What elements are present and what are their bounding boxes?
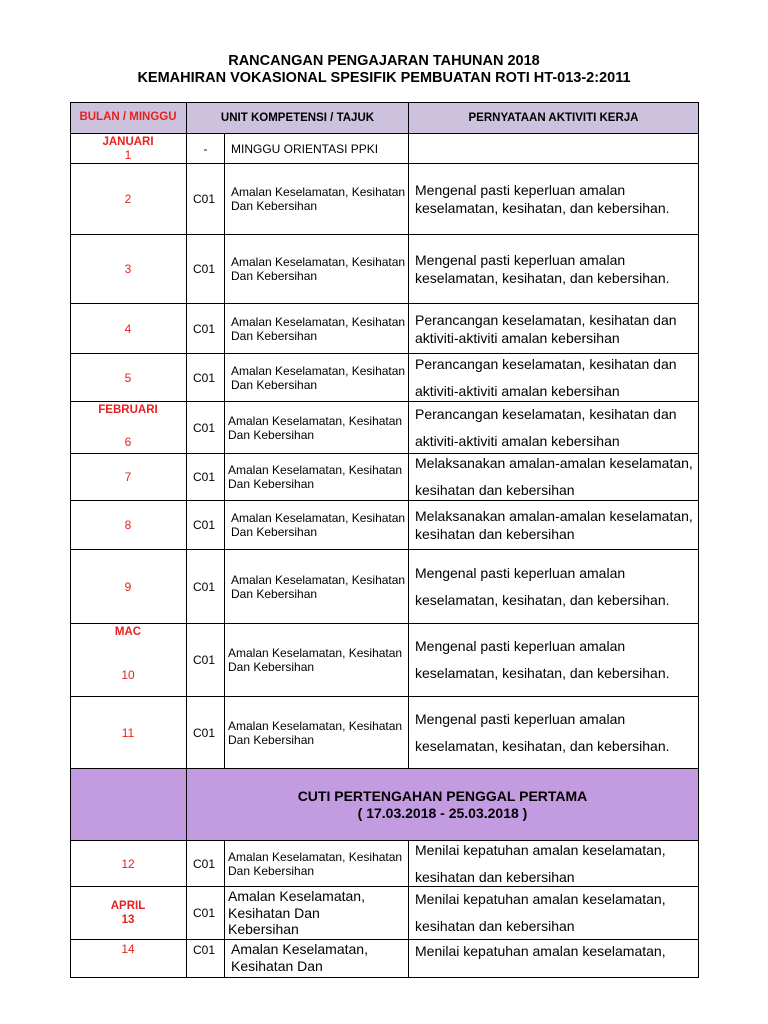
week-number: 7 bbox=[124, 470, 132, 484]
activity-statement: Menilai kepatuhan amalan keselamatan, bbox=[409, 940, 699, 978]
week-number: 14 bbox=[121, 942, 135, 956]
week-cell bbox=[70, 550, 187, 624]
activity-statement: Menilai kepatuhan amalan keselamatan, kesihatan dan kebersihan bbox=[409, 841, 699, 887]
week-cell bbox=[70, 134, 187, 164]
unit-title: Amalan Keselamatan, Kesihatan Dan Kebersihan bbox=[225, 454, 409, 501]
month-label: FEBRUARI bbox=[98, 404, 158, 416]
unit-title: Amalan Keselamatan, Kesihatan Dan Kebersihan bbox=[225, 624, 409, 697]
week-number: 12 bbox=[121, 856, 135, 871]
week-number: 9 bbox=[124, 579, 132, 594]
unit-title: Amalan Keselamatan, Kesihatan Dan Kebersihan bbox=[225, 887, 409, 940]
unit-code: C01 bbox=[187, 304, 225, 354]
week-cell bbox=[70, 887, 187, 940]
unit-code: C01 bbox=[187, 454, 225, 501]
header-week: BULAN / MINGGU bbox=[70, 102, 187, 134]
week-number: 10 bbox=[121, 668, 135, 682]
unit-title: Amalan Keselamatan, Kesihatan Dan Kebersihan bbox=[225, 501, 409, 550]
unit-title: Amalan Keselamatan, Kesihatan Dan Kebersihan bbox=[225, 164, 409, 235]
activity-statement: Mengenal pasti keperluan amalan keselamatan, kesihatan, dan kebersihan. bbox=[409, 550, 699, 624]
activity-statement: Perancangan keselamatan, kesihatan dan aktiviti-aktiviti amalan kebersihan bbox=[409, 354, 699, 402]
unit-code: C01 bbox=[187, 624, 225, 697]
unit-title: MINGGU ORIENTASI PPKI bbox=[225, 134, 409, 164]
activity-statement: Mengenal pasti keperluan amalan keselamatan, kesihatan, dan kebersihan. bbox=[409, 624, 699, 697]
week-cell bbox=[70, 304, 187, 354]
week-cell bbox=[70, 697, 187, 769]
unit-code: C01 bbox=[187, 940, 225, 978]
unit-code: C01 bbox=[187, 887, 225, 940]
unit-title: Amalan Keselamatan, Kesihatan Dan Kebersihan bbox=[225, 550, 409, 624]
unit-code: C01 bbox=[187, 354, 225, 402]
unit-code: C01 bbox=[187, 402, 225, 454]
week-cell bbox=[70, 624, 187, 697]
unit-title: Amalan Keselamatan, Kesihatan Dan Kebersihan bbox=[225, 841, 409, 887]
month-label: APRIL bbox=[110, 900, 146, 912]
break-dates: ( 17.03.2018 - 25.03.2018 ) bbox=[357, 804, 528, 821]
unit-code: C01 bbox=[187, 501, 225, 550]
activity-statement bbox=[409, 134, 699, 164]
break-band-left bbox=[70, 769, 187, 841]
break-band bbox=[187, 769, 699, 841]
week-cell bbox=[70, 164, 187, 235]
activity-statement: Menilai kepatuhan amalan keselamatan, kesihatan dan kebersihan bbox=[409, 887, 699, 940]
week-cell bbox=[70, 940, 187, 978]
activity-statement: Melaksanakan amalan-amalan keselamatan, kesihatan dan kebersihan bbox=[409, 454, 699, 501]
week-cell bbox=[70, 501, 187, 550]
activity-statement: Mengenal pasti keperluan amalan keselamatan, kesihatan, dan kebersihan. bbox=[409, 697, 699, 769]
unit-title: Amalan Keselamatan, Kesihatan Dan Kebersihan bbox=[225, 402, 409, 454]
unit-title: Amalan Keselamatan, Kesihatan Dan Kebersihan bbox=[225, 304, 409, 354]
week-number: 11 bbox=[121, 725, 135, 740]
unit-title: Amalan Keselamatan, Kesihatan Dan Kebersihan bbox=[225, 235, 409, 304]
title-line-2: KEMAHIRAN VOKASIONAL SPESIFIK PEMBUATAN ROTI HT-013-2:2011 bbox=[137, 70, 631, 86]
activity-statement: Mengenal pasti keperluan amalan keselamatan, kesihatan, dan kebersihan. bbox=[409, 164, 699, 235]
week-number: 13 bbox=[121, 914, 135, 926]
activity-statement: Melaksanakan amalan-amalan keselamatan, kesihatan dan kebersihan bbox=[409, 501, 699, 550]
unit-code: C01 bbox=[187, 235, 225, 304]
title-line-1: RANCANGAN PENGAJARAN TAHUNAN 2018 bbox=[228, 53, 540, 69]
unit-title: Amalan Keselamatan, Kesihatan Dan bbox=[225, 940, 409, 978]
week-number: 3 bbox=[124, 262, 132, 276]
week-cell bbox=[70, 841, 187, 887]
header-unit: UNIT KOMPETENSI / TAJUK bbox=[187, 102, 409, 134]
week-cell bbox=[70, 354, 187, 402]
week-cell bbox=[70, 454, 187, 501]
unit-code: - bbox=[187, 134, 225, 164]
unit-code: C01 bbox=[187, 164, 225, 235]
week-number: 5 bbox=[124, 370, 132, 385]
week-number: 4 bbox=[124, 321, 132, 336]
break-title: CUTI PERTENGAHAN PENGGAL PERTAMA bbox=[297, 787, 588, 804]
week-number: 6 bbox=[124, 435, 132, 449]
unit-code: C01 bbox=[187, 550, 225, 624]
unit-code: C01 bbox=[187, 841, 225, 887]
header-statement: PERNYATAAN AKTIVITI KERJA bbox=[409, 102, 699, 134]
week-cell bbox=[70, 402, 187, 454]
week-number: 8 bbox=[124, 518, 132, 532]
unit-title: Amalan Keselamatan, Kesihatan Dan Kebersihan bbox=[225, 697, 409, 769]
activity-statement: Perancangan keselamatan, kesihatan dan aktiviti-aktiviti amalan kebersihan bbox=[409, 402, 699, 454]
week-number: 2 bbox=[124, 192, 132, 206]
activity-statement: Mengenal pasti keperluan amalan keselamatan, kesihatan, dan kebersihan. bbox=[409, 235, 699, 304]
week-cell bbox=[70, 235, 187, 304]
unit-title: Amalan Keselamatan, Kesihatan Dan Kebersihan bbox=[225, 354, 409, 402]
month-label: JANUARI bbox=[102, 136, 154, 148]
week-number: 1 bbox=[124, 148, 132, 162]
month-label: MAC bbox=[114, 626, 142, 638]
activity-statement: Perancangan keselamatan, kesihatan dan aktiviti-aktiviti amalan kebersihan bbox=[409, 304, 699, 354]
unit-code: C01 bbox=[187, 697, 225, 769]
